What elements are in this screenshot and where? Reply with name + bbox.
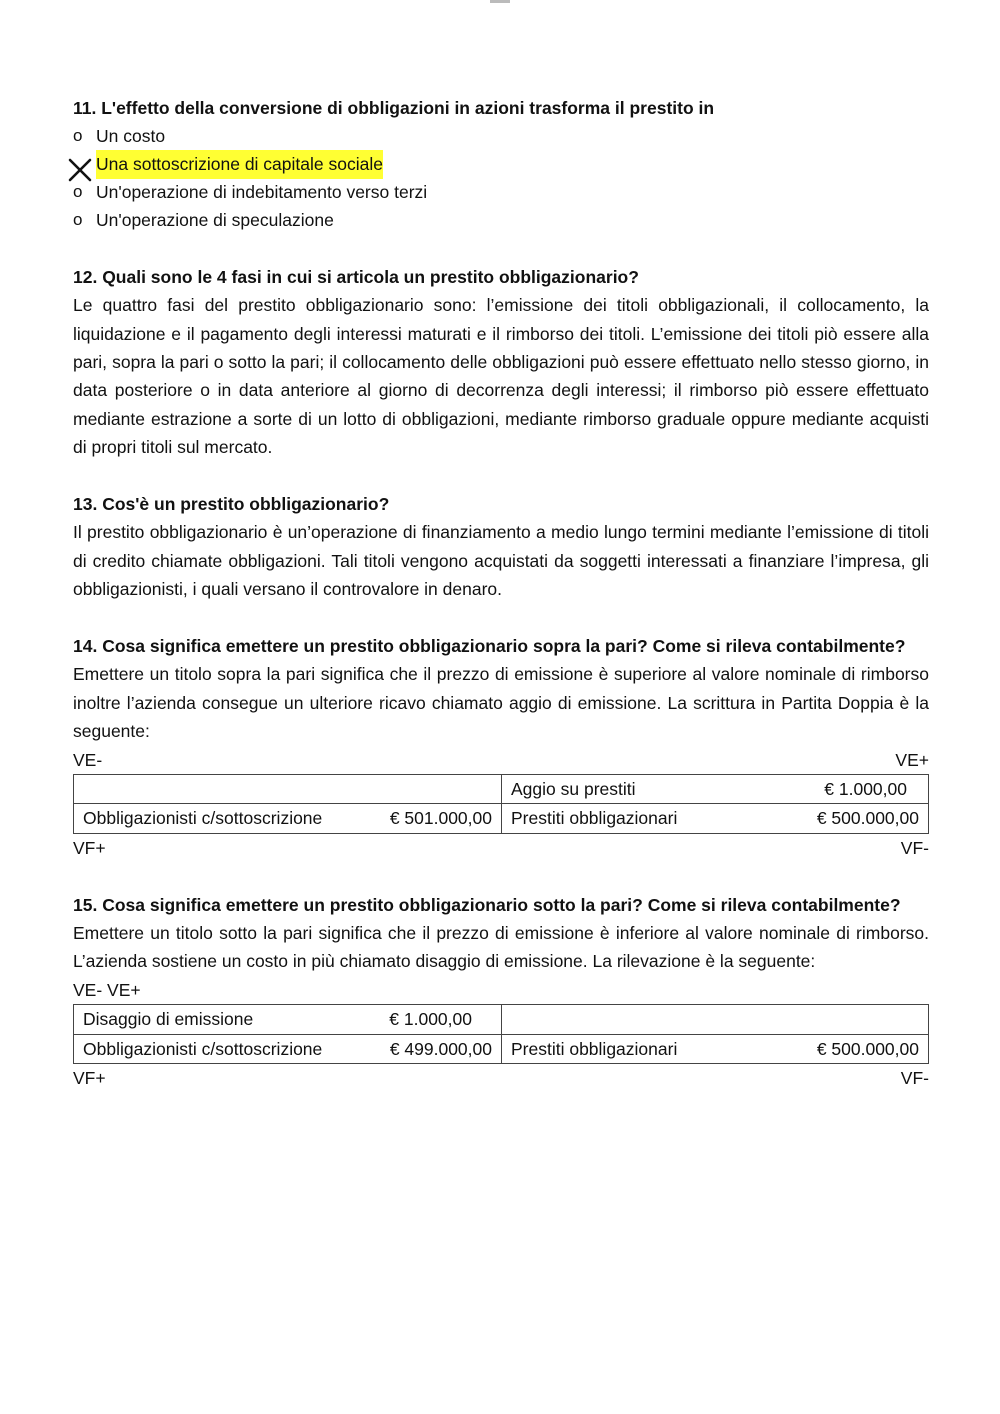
question-12-title: 12. Quali sono le 4 fasi in cui si articola un prestito obbligazionario? [73,266,639,287]
option-label: Un'operazione di indebitamento verso terzi [96,182,428,203]
debit-cell [74,1005,502,1034]
journal-entry-table [73,774,929,834]
debit-cell [74,804,502,833]
debit-cell [74,1034,502,1063]
option-1[interactable] [73,122,929,150]
question-13-answer: Il prestito obbligazionario è un’operazione di finanziamento a medio lungo termini mediante l’emissione di titoli di credito chiamate obbligazioni. Tali titoli vengono acquistati da soggetti interessati a finanziare l’impresa, gli obbligazionisti, i quali versano il controvalore in denaro. [73,522,929,600]
credit-amount: € 500.000,00 [816,1038,919,1059]
question-13 [73,490,929,604]
option-4[interactable] [73,206,929,234]
table-row [74,775,929,804]
vf-minus-label: VF- [900,1068,929,1089]
option-label-highlighted: Una sottoscrizione di capitale sociale [96,150,383,178]
credit-account: Prestiti obbligazionari [511,1038,678,1059]
option-2-selected[interactable] [73,150,929,178]
debit-account: Obbligazionisti c/sottoscrizione [83,808,323,829]
vf-plus-label: VF+ [73,1068,106,1089]
ledger-bottom-labels [73,1064,929,1092]
credit-account: Aggio su prestiti [511,779,636,800]
ledger-top-labels [73,746,929,774]
question-12-answer: Le quattro fasi del prestito obbligazionario sono: l’emissione dei titoli obbligazionali, il collocamento, la liquidazione e il pagamento degli interessi maturati e il rimborso dei titoli. L’emissione dei titoli piò essere alla pari, sopra la pari o sotto la pari; il collocamento delle obbligazioni può essere effettuato nello stesso giorno, in data posteriore o in data anteriore al giorno di decorrenza degli interessi; il rimborso piò essere effettuato mediante estrazione a sorte di un lotto di obbligazioni, mediante rimborso graduale oppure mediante acquisti di propri titoli sul mercato. [73,295,929,458]
question-15-answer: Emettere un titolo sotto la pari significa che il prezzo di emissione è inferiore al valore nominale di rimborso. L’azienda sostiene un costo in più chiamato disaggio di emissione. La rilevazione è la seguente: [73,923,929,972]
credit-amount: € 1.000,00 [824,779,907,800]
question-11 [73,94,929,234]
ve-labels: VE- VE+ [73,979,141,1000]
option-label: Un'operazione di speculazione [96,210,334,231]
table-row [74,1005,929,1034]
radio-bullet: o [73,182,83,202]
debit-account: Disaggio di emissione [83,1009,254,1030]
journal-entry-table [73,1004,929,1064]
radio-bullet: o [73,210,83,230]
question-15 [73,891,929,1093]
credit-cell [502,1005,929,1034]
credit-amount: € 500.000,00 [816,808,919,829]
header-mark [490,0,510,3]
document-content [73,94,929,1121]
question-12 [73,263,929,462]
radio-bullet: o [73,126,83,146]
question-14-answer: Emettere un titolo sopra la pari significa che il prezzo di emissione è superiore al valore nominale di rimborso inoltre l’azienda consegue un ulteriore ricavo chiamato aggio di emissione. La scrittura in Partita Doppia è la seguente: [73,664,929,742]
debit-amount: € 1.000,00 [389,1009,472,1030]
credit-cell [502,1034,929,1063]
question-15-title: 15. Cosa significa emettere un prestito obbligazionario sotto la pari? Come si rileva contabilmente? [73,894,901,915]
credit-cell [502,804,929,833]
ve-minus-label: VE- [73,749,103,770]
table-row [74,1034,929,1063]
credit-cell [502,775,929,804]
ledger-bottom-labels [73,834,929,862]
question-14 [73,632,929,862]
debit-account: Obbligazionisti c/sottoscrizione [83,1038,323,1059]
question-11-title: 11. L'effetto della conversione di obbligazioni in azioni trasforma il prestito in [73,98,715,118]
question-14-title: 14. Cosa significa emettere un prestito obbligazionario sopra la pari? Come si rileva contabilmente? [73,636,906,657]
debit-amount: € 499.000,00 [389,1038,492,1059]
option-label: Un costo [96,126,166,147]
vf-minus-label: VF- [900,837,929,858]
ledger-top-labels [73,976,929,1004]
table-row [74,804,929,833]
credit-account: Prestiti obbligazionari [511,808,678,829]
debit-amount: € 501.000,00 [389,808,492,829]
option-3[interactable] [73,178,929,206]
debit-cell [74,775,502,804]
question-13-title: 13. Cos'è un prestito obbligazionario? [73,494,390,515]
ve-plus-label: VE+ [895,749,929,770]
vf-plus-label: VF+ [73,837,106,858]
